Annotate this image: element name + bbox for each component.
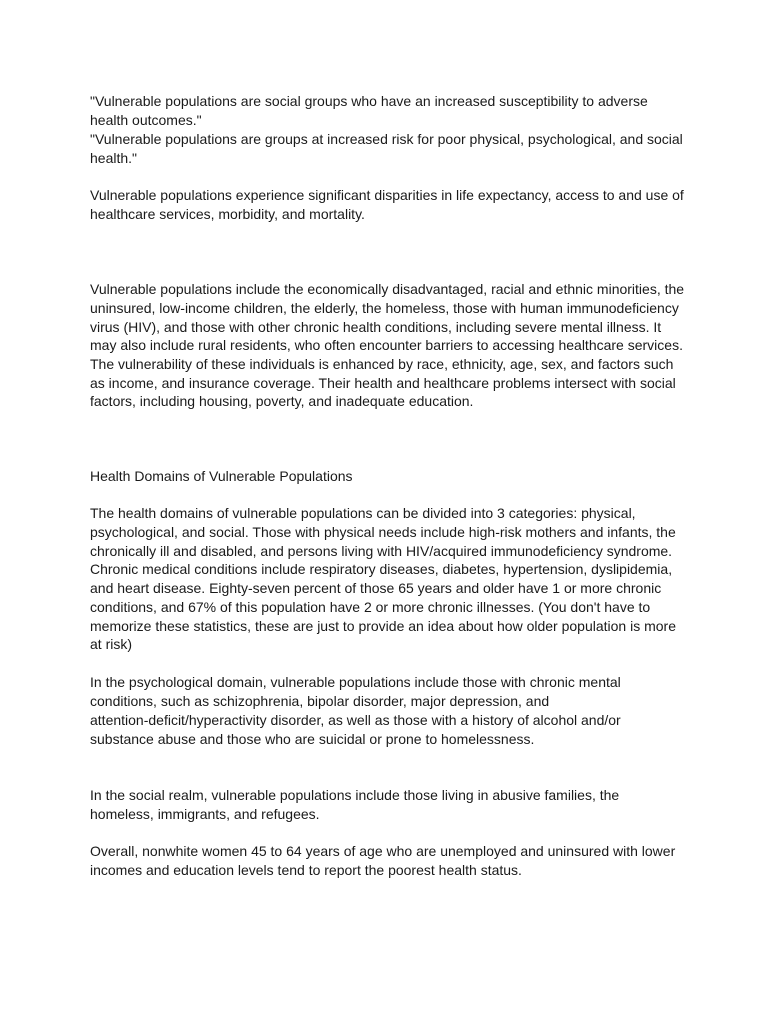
includes-line-6: as income, and insurance coverage. Their health and healthcare problems intersect with social: [90, 375, 676, 391]
includes-line-4: may also include rural residents, who often encounter barriers to accessing healthcare services.: [90, 337, 683, 353]
disparities-line-1: Vulnerable populations experience significant disparities in life expectancy, access to and use of: [90, 187, 684, 203]
psychological-line-2: conditions, such as schizophrenia, bipolar disorder, major depression, and: [90, 693, 550, 709]
domains-line-2: psychological, and social. Those with physical needs include high-risk mothers and infants, the: [90, 524, 676, 540]
domains-line-7: memorize these statistics, these are just to provide an idea about how older population is more: [90, 618, 676, 634]
psychological-line-1: In the psychological domain, vulnerable populations include those with chronic mental: [90, 674, 621, 690]
includes-line-2: uninsured, low-income children, the elderly, the homeless, those with human immunodeficiency: [90, 300, 679, 316]
social-line-1: In the social realm, vulnerable populations include those living in abusive families, the: [90, 787, 620, 803]
domains-line-3: chronically ill and disabled, and persons living with HIV/acquired immunodeficiency syndrome.: [90, 543, 673, 559]
disparities-line-2: healthcare services, morbidity, and mortality.: [90, 206, 365, 222]
definition-1-line-1: "Vulnerable populations are social groups who have an increased susceptibility to adverse: [90, 93, 648, 109]
psychological-line-3: attention-deficit/hyperactivity disorder, as well as those with a history of alcohol and/or: [90, 712, 621, 728]
includes-line-3: virus (HIV), and those with other chronic health conditions, including severe mental illness. It: [90, 319, 662, 335]
includes-line-5: The vulnerability of these individuals is enhanced by race, ethnicity, age, sex, and factors such: [90, 356, 674, 372]
social-line-2: homeless, immigrants, and refugees.: [90, 806, 320, 822]
definition-2-line-1: "Vulnerable populations are groups at increased risk for poor physical, psychological, and social: [90, 131, 683, 147]
domains-line-6: conditions, and 67% of this population have 2 or more chronic illnesses. (You don't have to: [90, 599, 651, 615]
section-heading: Health Domains of Vulnerable Populations: [90, 468, 353, 484]
domains-line-8: at risk): [90, 636, 132, 652]
definition-1-line-2: health outcomes.": [90, 112, 202, 128]
overall-line-1: Overall, nonwhite women 45 to 64 years of age who are unemployed and uninsured with lower: [90, 843, 676, 859]
domains-line-1: The health domains of vulnerable populations can be divided into 3 categories: physical,: [90, 505, 636, 521]
domains-line-4: Chronic medical conditions include respiratory diseases, diabetes, hypertension, dyslipidemia,: [90, 561, 673, 577]
domains-line-5: and heart disease. Eighty-seven percent of those 65 years and older have 1 or more chronic: [90, 580, 662, 596]
overall-line-2: incomes and education levels tend to report the poorest health status.: [90, 862, 522, 878]
psychological-line-4: substance abuse and those who are suicidal or prone to homelessness.: [90, 731, 535, 747]
includes-line-7: factors, including housing, poverty, and inadequate education.: [90, 393, 474, 409]
definition-2-line-2: health.": [90, 150, 138, 166]
includes-line-1: Vulnerable populations include the economically disadvantaged, racial and ethnic minorities, the: [90, 281, 685, 297]
